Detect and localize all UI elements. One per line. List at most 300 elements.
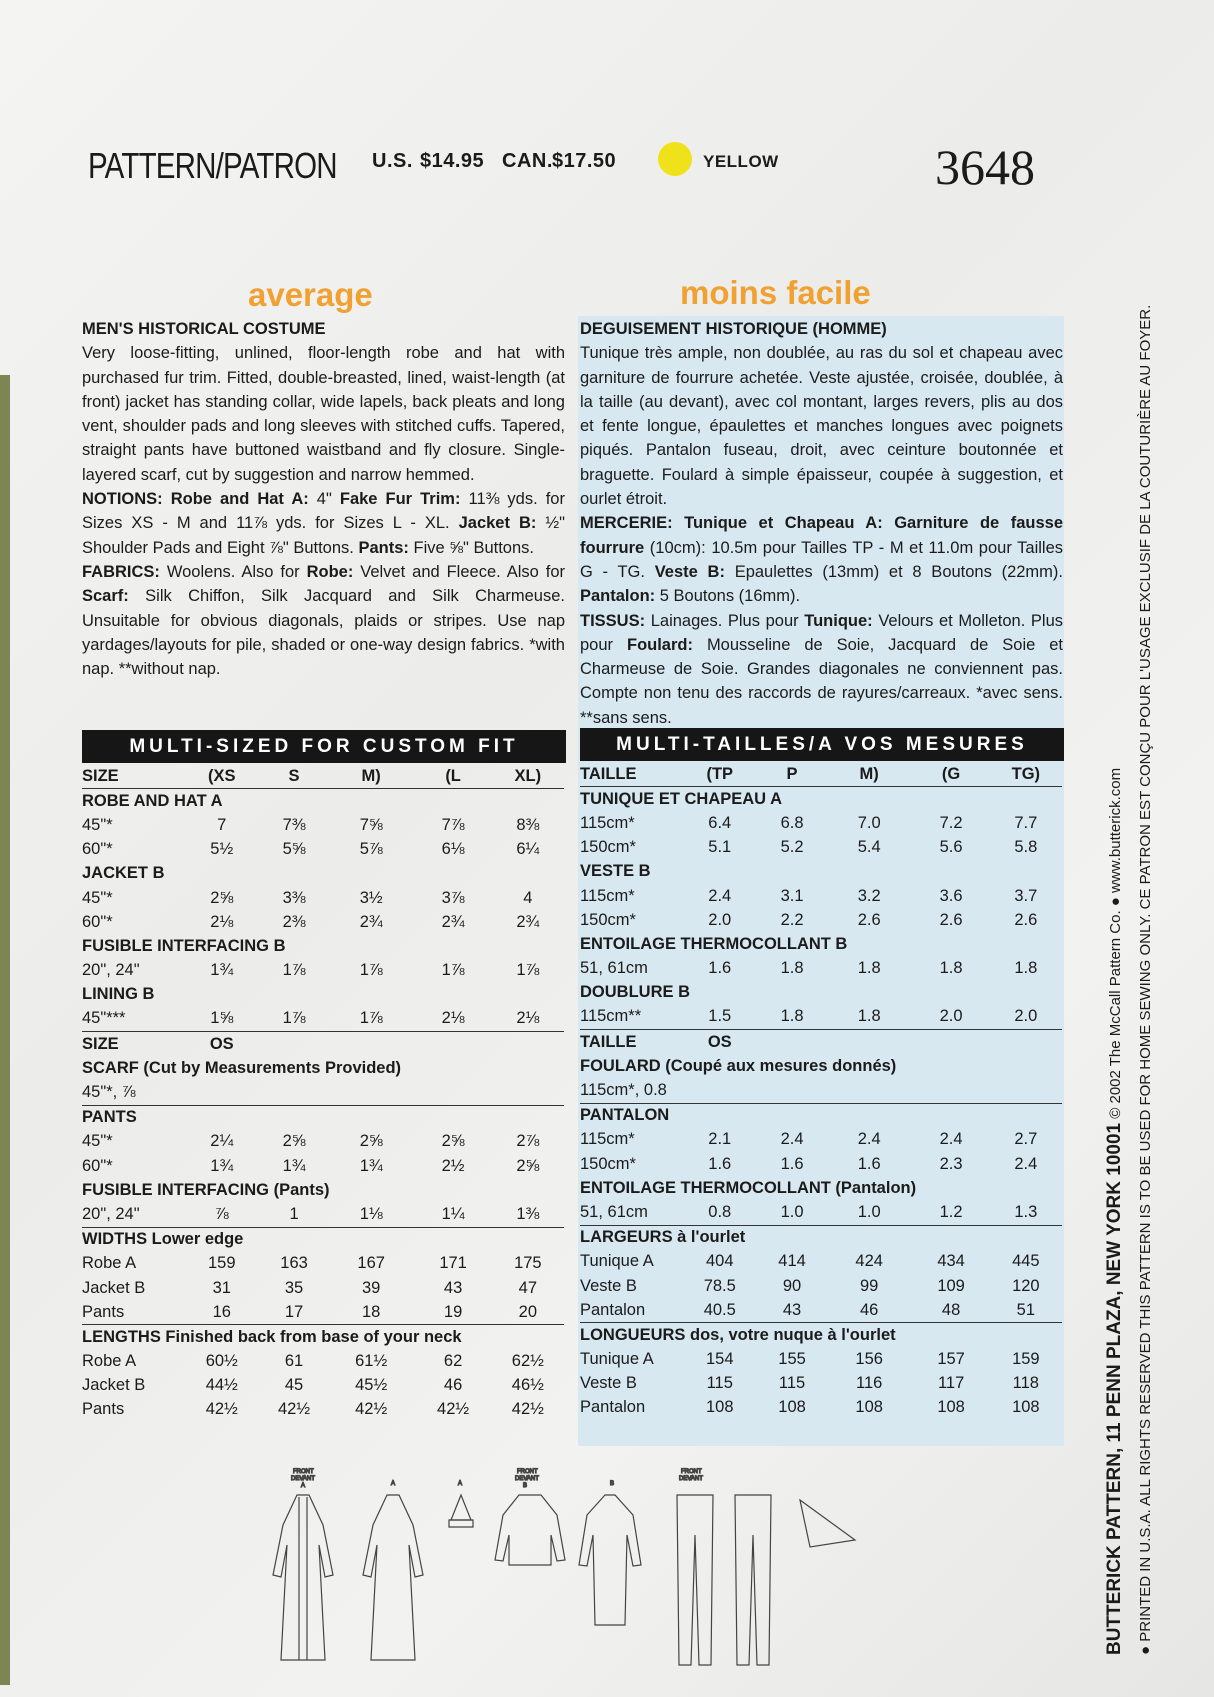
table-cell: 6¼ [516,840,540,859]
table-cell: 1.3 [1014,1202,1038,1221]
table-cell: ROBE AND HAT A [82,791,223,810]
table-header-row [82,764,564,789]
hat-figure [449,1481,473,1527]
table-cell: OS [681,1030,758,1055]
english-notions: NOTIONS: Robe and Hat A: 4" Fake Fur Trim: 11⅜ yds. for Sizes XS - M and 11⅞ yds. for Sizes L - XL. Jacket B: ½" Shoulder Pads and Eight ⅞" Buttons. Pants: Five ⅝" Buttons. [82,490,565,557]
table-cell: ENTOILAGE THERMOCOLLANT B [580,934,848,953]
english-fabrics: FABRICS: Woolens. Also for Robe: Velvet and Fleece. Also for Scarf: Silk Chiffon, Silk Jacquard and Silk Charmeuse. Unsuitable for obvious diagonals, plaids or stripes. Use nap yardages/layouts for pile, shaded or one-way design fabrics. *with nap. **without nap. [82,562,565,679]
table-cell: 175 [514,1254,542,1273]
table-cell: Pantalon [580,1300,646,1319]
table-row [580,1200,1062,1225]
table-row [82,910,564,934]
table-cell: 108 [937,1398,965,1417]
table-cell: 35 [284,1278,304,1297]
table-cell: 44½ [205,1376,238,1395]
table-cell: FUSIBLE INTERFACING (Pants) [82,1180,330,1199]
table-cell: 2.3 [939,1154,963,1173]
table-cell: 108 [1012,1398,1040,1417]
size-table-english [82,764,564,1422]
table-cell: 2.4 [857,1130,881,1149]
table-cell: 115 [778,1374,806,1393]
table-cell: 2.4 [939,1130,963,1149]
table-cell: 7⅜ [282,815,306,834]
svg-text:A: A [458,1481,463,1487]
table-row [580,1128,1062,1152]
svg-text:A: A [301,1483,306,1489]
table-cell: 2¾ [441,912,465,931]
table-cell: 115 [706,1374,733,1393]
table-cell: 2⅝ [359,1132,383,1151]
table-cell: DOUBLURE B [580,983,690,1002]
table-cell: LENGTHS Finished back from base of your neck [82,1325,564,1350]
table-row [580,1372,1062,1396]
table-cell: 434 [937,1252,965,1271]
table-row [580,908,1062,932]
table-cell: TAILLE [580,1030,681,1055]
table-cell: WIDTHS Lower edge [82,1227,564,1252]
table-row [82,1374,564,1398]
table-row [82,1398,564,1422]
table-cell: 1⅜ [516,1204,540,1223]
can-label: CAN. [502,150,553,172]
table-cell: 8⅜ [516,815,540,834]
table-row [82,1202,564,1227]
table-cell: 1.6 [780,1154,804,1173]
table-cell: 1.6 [708,959,732,978]
table-cell: FUSIBLE INTERFACING B [82,936,286,955]
french-title: DEGUISEMENT HISTORIQUE (HOMME) [580,320,887,338]
table-cell: 1¾ [210,1156,234,1175]
table-cell: 62½ [511,1352,544,1371]
table-cell: 2¾ [359,912,383,931]
table-cell: 5.4 [857,838,881,857]
table-row [82,1300,564,1325]
size-table-french [580,762,1062,1420]
table-cell: 117 [937,1374,965,1393]
table-cell: 2.0 [1014,1007,1038,1026]
table-row [82,1276,564,1300]
table-cell: 46½ [511,1376,544,1395]
table-row [580,836,1062,860]
table-cell: 3⅞ [441,888,465,907]
pattern-number: 3648 [935,139,1035,195]
table-row [82,1350,564,1374]
table-row [580,1348,1062,1372]
table-cell: 90 [782,1276,802,1295]
table-row [580,1250,1062,1274]
table-cell: 1¾ [359,1156,383,1175]
table-section-row [82,1105,564,1130]
table-cell: ⅞ [214,1204,229,1223]
table-cell: 60"* [82,1156,113,1175]
table-row [580,1005,1062,1030]
table-cell: 1.8 [857,1007,881,1026]
french-tissus: TISSUS: Lainages. Plus pour Tunique: Velours et Molleton. Plus pour Foulard: Mousseline de Soie, Jacquard de Soie et Charmeuse de Soie. Grandes diagonales ne conviennent pas. Compte non tenu des raccords de rayures/carreaux. *avec sens. **sans sens. [580,611,1063,727]
garment-illustrations [265,1465,945,1675]
scarf-figure [800,1500,855,1547]
table-cell: 17 [284,1302,304,1321]
table-cell: 424 [855,1252,883,1271]
table-cell: 45"* [82,888,113,907]
table-section-row [580,787,1062,812]
table-cell: 2.4 [708,886,732,905]
table-section-row [82,1178,564,1202]
difficulty-en: average [248,276,373,313]
table-cell: Veste B [580,1374,637,1393]
table-cell: 47 [518,1278,537,1297]
table-cell: 156 [855,1350,883,1369]
table-cell: LONGUEURS dos, votre nuque à l'ourlet [580,1323,1062,1348]
table-cell: 7 [217,815,227,834]
table-row [580,957,1062,981]
table-cell: 5⅝ [282,840,306,859]
color-dot [658,142,692,176]
table-cell: JACKET B [82,864,165,883]
table-cell: 2.4 [780,1130,804,1149]
table-cell: 51 [1016,1300,1035,1319]
table-cell: 51, 61cm [580,1202,648,1221]
table-row [82,813,564,837]
table-cell: 118 [1012,1374,1039,1393]
table-section-row [580,1323,1062,1348]
table-cell: 45 [284,1376,304,1395]
table-cell: 3.1 [780,886,804,905]
table-cell: 163 [280,1254,308,1273]
robe-back-figure [363,1481,423,1660]
table-cell: LINING B [82,985,155,1004]
table-cell: 171 [439,1254,467,1273]
table-header-cell: (XS [183,764,260,789]
table-header-cell: XL) [492,764,564,789]
table-cell: 20 [518,1302,537,1321]
table-cell: 1.0 [857,1202,881,1221]
table-cell: 51, 61cm [580,959,648,978]
table-cell: 2⅝ [210,888,234,907]
table-cell: 78.5 [703,1276,736,1295]
table-header-cell: (L [415,764,492,789]
table-cell: 1¾ [210,961,234,980]
table-cell: 42½ [511,1400,544,1419]
english-body: Very loose-fitting, unlined, floor-length robe and hat with purchased fur trim. Fitted, double-breasted, lined, waist-length (at front) jacket has standing collar, wide lapels, back pleats and long vent, shoulder pads and long sleeves with stitched cuffs. Tapered, straight pants have buttoned waistband and fly closure. Single-layered scarf, cut by suggestion and narrow hemmed. [82,344,565,484]
table-row [82,1154,564,1178]
table-cell: 1.0 [780,1202,804,1221]
table-section-row [580,860,1062,884]
table-cell: PANTS [82,1105,564,1130]
table-cell: 1.8 [780,1007,804,1026]
table-cell: 2¼ [210,1132,234,1151]
table-cell: Pants [82,1302,125,1321]
table-section-row [580,1103,1062,1128]
table-cell: 2.1 [708,1130,732,1149]
table-cell: 2.4 [1014,1154,1038,1173]
table-cell: 7⅞ [441,815,465,834]
table-cell: PANTALON [580,1103,1062,1128]
table-cell: 5⅞ [359,840,383,859]
table-row [82,1130,564,1154]
table-row [580,1396,1062,1420]
table-cell: 1⅞ [282,1009,306,1028]
table-cell: Jacket B [82,1376,146,1395]
side-legal: PRINTED IN U.S.A. ALL RIGHTS RESERVED THIS PATTERN IS TO BE USED FOR HOME SEWING ONLY. CE PATRON EST CONÇU POUR L'USAGE EXCLUSIF DE LA COUTURIÈRE AU FOYER. [1137,304,1154,1642]
table-cell: 1⅞ [359,961,383,980]
table-cell: 150cm* [580,1154,636,1173]
table-row [82,838,564,862]
color-name: YELLOW [703,152,779,171]
side-imprint: BUTTERICK PATTERN, 11 PENN PLAZA, NEW YORK 10001 © 2002 The McCall Pattern Co. ● www.butterick.com ● PRINTED IN U.S.A. ALL RIGHTS RESERVED THIS PATTERN IS TO BE USED FOR HOME SEWING ONLY. CE PATRON EST CONÇU POUR L'USAGE EXCLUSIF DE LA COUTURIÈRE AU FOYER. [1104,304,1154,1655]
table-cell: 2¾ [516,912,540,931]
table-cell: 2⅛ [516,1009,540,1028]
table-row [82,1252,564,1276]
table-cell: 1.6 [708,1154,732,1173]
table-cell: 2½ [441,1156,465,1175]
svg-text:A: A [391,1481,396,1487]
side-copyright: © 2002 The McCall Pattern Co. [1107,910,1124,1119]
table-cell: 1 [289,1204,299,1223]
table-section-row [580,932,1062,956]
table-cell: 60½ [205,1352,238,1371]
table-cell: 7.0 [857,813,881,832]
jacket-back-figure [579,1481,641,1625]
table-section-row [580,1225,1062,1250]
svg-text:DEVANT: DEVANT [679,1476,703,1482]
french-description [580,317,1063,730]
table-cell: 1.2 [939,1202,963,1221]
svg-text:DEVANT: DEVANT [515,1476,539,1482]
table-cell: Pants [82,1400,125,1419]
table-header-cell: TAILLE [580,762,681,787]
svg-text:B: B [523,1483,528,1489]
table-header-cell: M) [328,764,415,789]
table-cell: 18 [361,1302,381,1321]
table-cell: 16 [212,1302,231,1321]
can-price: $17.50 [552,150,617,172]
table-cell: 150cm* [580,838,636,857]
table-cell: 3⅜ [282,888,306,907]
table-section-row [82,983,564,1007]
table-row [82,1007,564,1032]
table-cell: TUNIQUE ET CHAPEAU A [580,789,782,808]
table-cell: 45"*** [82,1009,126,1028]
table-cell: 42½ [355,1400,388,1419]
difficulty-fr: moins facile [680,274,871,311]
table-row [580,1152,1062,1176]
table-cell: 116 [856,1374,883,1393]
table-cell: 2⅝ [441,1132,465,1151]
table-row [82,1080,564,1105]
table-header-cell: TG) [990,762,1062,787]
table-cell: 1⅝ [210,1009,234,1028]
table-row [580,1078,1062,1103]
table-header-cell: (G [913,762,990,787]
table-cell: 1¼ [441,1204,465,1223]
table-cell: 2⅛ [441,1009,465,1028]
table-cell: 7⅝ [359,815,383,834]
table-cell: ENTOILAGE THERMOCOLLANT (Pantalon) [580,1178,917,1197]
table-cell: 7.2 [939,813,963,832]
table-cell: 159 [1012,1350,1040,1369]
table-cell: 2⅜ [282,912,306,931]
table-cell: 115cm** [580,1007,642,1026]
table-cell: 1.5 [708,1007,732,1026]
table-cell: 42½ [278,1400,311,1419]
table-cell: 20", 24" [82,1204,140,1223]
table-cell: 1¾ [282,1156,306,1175]
table-section-row [580,981,1062,1005]
table-cell: FOULARD (Coupé aux mesures donnés) [580,1056,897,1075]
table-cell: 39 [361,1278,381,1297]
french-body: Tunique très ample, non doublée, au ras du sol et chapeau avec garniture de fourrure achetée. Veste ajustée, croisée, doublée, à la taille (au devant), avec col montant, larges revers, plis au dos et fente longue, épaulettes et manches longues avec poignets piqués. Pantalon fuseau, droit, avec ceinture boutonnée et braguette. Foulard à simple épaisseur, coupée à suggestion, et ourlet étroit. [580,344,1063,509]
table-cell: 19 [443,1302,463,1321]
table-cell: 6.4 [708,813,732,832]
table-cell: Robe A [82,1254,137,1273]
svg-text:FRONT: FRONT [517,1469,538,1475]
table-cell: 2.2 [780,910,804,929]
table-cell: 42½ [437,1400,470,1419]
table-cell: 45½ [355,1376,388,1395]
table-cell: 1⅛ [359,1204,383,1223]
table-cell: 46 [443,1376,463,1395]
table-cell: 404 [706,1252,734,1271]
table-cell: OS [183,1032,260,1057]
us-label: U.S. [372,150,413,172]
table-cell: 1⅞ [282,961,306,980]
table-cell: 108 [778,1398,806,1417]
table-cell: 414 [778,1252,806,1271]
table-cell: 1⅞ [359,1009,383,1028]
table-row [82,959,564,983]
table-cell: 45"* [82,815,113,834]
table-cell: Tunique A [580,1350,654,1369]
table-section-row [580,1176,1062,1200]
table-cell: 45"*, ⅞ [82,1083,136,1102]
table-section-row [82,862,564,886]
pants-front-figure [677,1469,713,1665]
table-cell: 61 [284,1352,304,1371]
table-cell: 20", 24" [82,961,140,980]
table-row [580,1274,1062,1298]
table-cell: 2⅞ [516,1132,540,1151]
pattern-label: PATTERN/PATRON [88,145,337,186]
table-cell: 2.0 [708,910,732,929]
table-cell: 43 [443,1278,463,1297]
table-cell: 45"* [82,1132,113,1151]
table-cell: 48 [941,1300,961,1319]
table-cell: 108 [706,1398,734,1417]
table-section-row [82,1032,564,1057]
table-row [580,1298,1062,1323]
side-publisher: BUTTERICK PATTERN, 11 PENN PLAZA, NEW YORK 10001 [1104,1122,1125,1655]
table-cell: 1.8 [1014,959,1038,978]
table-cell: 155 [778,1350,806,1369]
english-title: MEN'S HISTORICAL COSTUME [82,320,326,338]
table-cell: 159 [208,1254,236,1273]
table-cell: 120 [1012,1276,1040,1295]
table-cell: 3.6 [939,886,963,905]
table-cell: 1⅞ [516,961,540,980]
table-cell: 7.7 [1014,813,1038,832]
table-cell: 5½ [210,840,234,859]
table-cell: 0.8 [708,1202,732,1221]
table-cell: SCARF (Cut by Measurements Provided) [82,1058,402,1077]
table-cell: 5.1 [708,838,732,857]
french-mercerie: MERCERIE: Tunique et Chapeau A: Garniture de fausse fourrure (10cm): 10.5m pour Tailles TP - M et 11.0m pour Tailles G - TG. Veste B: Epaulettes (13mm) et 8 Boutons (22mm). Pantalon: 5 Boutons (16mm). [580,514,1064,606]
svg-text:B: B [610,1481,615,1487]
table-cell: 3½ [359,888,383,907]
svg-text:DEVANT: DEVANT [291,1476,315,1482]
table-cell: 1.6 [857,1154,881,1173]
table-section-row [82,1056,564,1080]
svg-text:FRONT: FRONT [293,1469,314,1475]
table-cell: 115cm* [580,1130,635,1149]
table-cell: 31 [212,1278,231,1297]
band-french: MULTI-TAILLES/A VOS MESURES [580,728,1064,761]
table-cell: 5.8 [1014,838,1038,857]
table-cell: 2.6 [939,910,963,929]
robe-front-figure [273,1469,333,1660]
table-section-row [82,934,564,958]
table-cell: 4 [523,888,533,907]
table-cell: 115cm*, 0.8 [580,1081,667,1100]
table-cell: Robe A [82,1352,137,1371]
table-cell: 40.5 [703,1300,736,1319]
table-cell: 115cm* [580,886,635,905]
table-section-row [82,1325,564,1350]
table-cell: 1⅞ [441,961,465,980]
english-description [82,317,565,681]
table-cell: 2.6 [1014,910,1038,929]
side-website: www.butterick.com [1107,767,1124,893]
table-cell: 1.8 [780,959,804,978]
table-section-row [82,789,564,814]
table-cell: LARGEURS à l'ourlet [580,1225,1062,1250]
table-cell: 115cm* [580,813,635,832]
table-cell: 2.0 [939,1007,963,1026]
table-cell: SIZE [82,1032,183,1057]
table-cell: 2.7 [1014,1130,1038,1149]
table-row [580,884,1062,908]
table-cell: 154 [706,1350,734,1369]
pants-back-figure [735,1495,771,1665]
table-cell: 2⅝ [282,1132,306,1151]
us-price: $14.95 [420,150,485,172]
table-row [82,886,564,910]
table-header-cell: SIZE [82,764,183,789]
svg-text:FRONT: FRONT [681,1469,702,1475]
table-cell: 3.2 [857,886,881,905]
table-cell: 109 [937,1276,965,1295]
table-cell: 157 [937,1350,965,1369]
table-cell: 2⅛ [210,912,234,931]
table-cell: Jacket B [82,1278,146,1297]
table-cell: 1.8 [939,959,963,978]
table-cell: Veste B [580,1276,637,1295]
table-cell: VESTE B [580,862,651,881]
table-cell: 6.8 [780,813,804,832]
table-cell: 46 [859,1300,879,1319]
table-cell: 60"* [82,912,113,931]
table-cell: 1.8 [857,959,881,978]
table-cell: 62 [443,1352,463,1371]
jacket-front-figure [495,1469,565,1565]
table-cell: 60"* [82,840,113,859]
table-header-row [580,762,1062,787]
table-cell: 445 [1012,1252,1040,1271]
table-cell: 2⅝ [516,1156,540,1175]
table-cell: 99 [859,1276,879,1295]
table-section-row [580,1054,1062,1078]
table-cell: 61½ [355,1352,388,1371]
table-cell: 5.6 [939,838,963,857]
